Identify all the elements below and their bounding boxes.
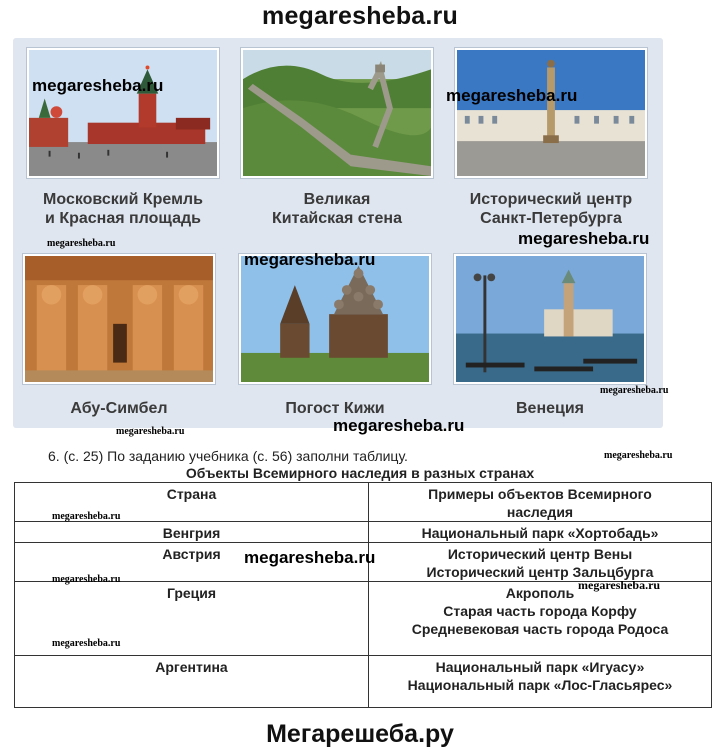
task-instruction: 6. (с. 25) По заданию учебника (с. 56) заполни таблицу. <box>48 448 408 464</box>
example-item: Старая часть города Корфу <box>443 603 637 619</box>
watermark: megaresheba.ru <box>518 229 650 248</box>
example-item: Средневековая часть города Родоса <box>411 621 669 637</box>
watermark: megaresheba.ru <box>244 250 376 269</box>
great-wall-photo <box>241 48 433 178</box>
caption-line: Погост Кижи <box>285 400 385 417</box>
table-title: Объекты Всемирного наследия в разных странах <box>185 465 535 481</box>
example-item: Акрополь <box>505 585 575 601</box>
kremlin-photo <box>27 48 219 178</box>
example-item: Исторический центр Зальцбурга <box>426 564 654 580</box>
country-cell: Австрия <box>15 543 369 582</box>
header-examples-line: наследия <box>506 504 574 520</box>
caption-line: Венеция <box>515 400 585 417</box>
watermark: megaresheba.ru <box>32 76 164 95</box>
watermark: megaresheba.ru <box>604 450 673 461</box>
watermark: megaresheba.ru <box>52 511 121 522</box>
site-brand-footer: Мегарешеба.ру <box>266 720 454 748</box>
examples-cell <box>369 656 712 708</box>
caption-line: Китайская стена <box>272 210 402 227</box>
site-brand-header: megaresheba.ru <box>262 2 458 30</box>
watermark: megaresheba.ru <box>446 86 578 105</box>
watermark: megaresheba.ru <box>333 416 465 435</box>
examples-cell <box>369 522 712 543</box>
caption-line: и Красная площадь <box>45 210 201 227</box>
kizhi-photo <box>239 254 431 384</box>
example-item: Исторический центр Вены <box>447 546 633 562</box>
watermark: megaresheba.ru <box>52 638 121 649</box>
caption-line: Абу-Симбел <box>70 400 168 417</box>
watermark: megaresheba.ru <box>600 385 669 396</box>
caption-kremlin <box>8 190 238 228</box>
abu-simbel-photo <box>23 254 215 384</box>
country-cell: Венгрия <box>15 522 369 543</box>
watermark: megaresheba.ru <box>116 426 185 437</box>
watermark: megaresheba.ru <box>47 238 116 249</box>
caption-abu-simbel <box>4 399 234 418</box>
watermark: megaresheba.ru <box>578 578 661 592</box>
caption-line: Московский Кремль <box>43 191 203 208</box>
country-cell: Аргентина <box>15 656 369 708</box>
caption-line: Великая <box>303 191 371 208</box>
caption-line: Исторический центр <box>469 191 633 208</box>
header-country: Страна <box>15 483 369 522</box>
examples-cell <box>369 543 712 582</box>
caption-st-petersburg <box>436 190 666 228</box>
st-petersburg-photo <box>455 48 647 178</box>
example-item: Национальный парк «Лос-Гласьярес» <box>407 677 673 693</box>
table-row <box>15 522 712 543</box>
header-examples-line: Примеры объектов Всемирного <box>428 486 652 502</box>
watermark: megaresheba.ru <box>52 574 121 585</box>
table-row <box>15 656 712 708</box>
header-examples <box>369 483 712 522</box>
caption-great-wall <box>222 190 452 228</box>
caption-line: Санкт-Петербурга <box>480 210 622 227</box>
example-item: Национальный парк «Хортобадь» <box>421 525 659 541</box>
watermark: megaresheba.ru <box>244 548 376 567</box>
example-item: Национальный парк «Игуасу» <box>435 659 645 675</box>
caption-venice <box>435 399 665 418</box>
country-cell: Греция <box>15 582 369 656</box>
venice-photo <box>454 254 646 384</box>
